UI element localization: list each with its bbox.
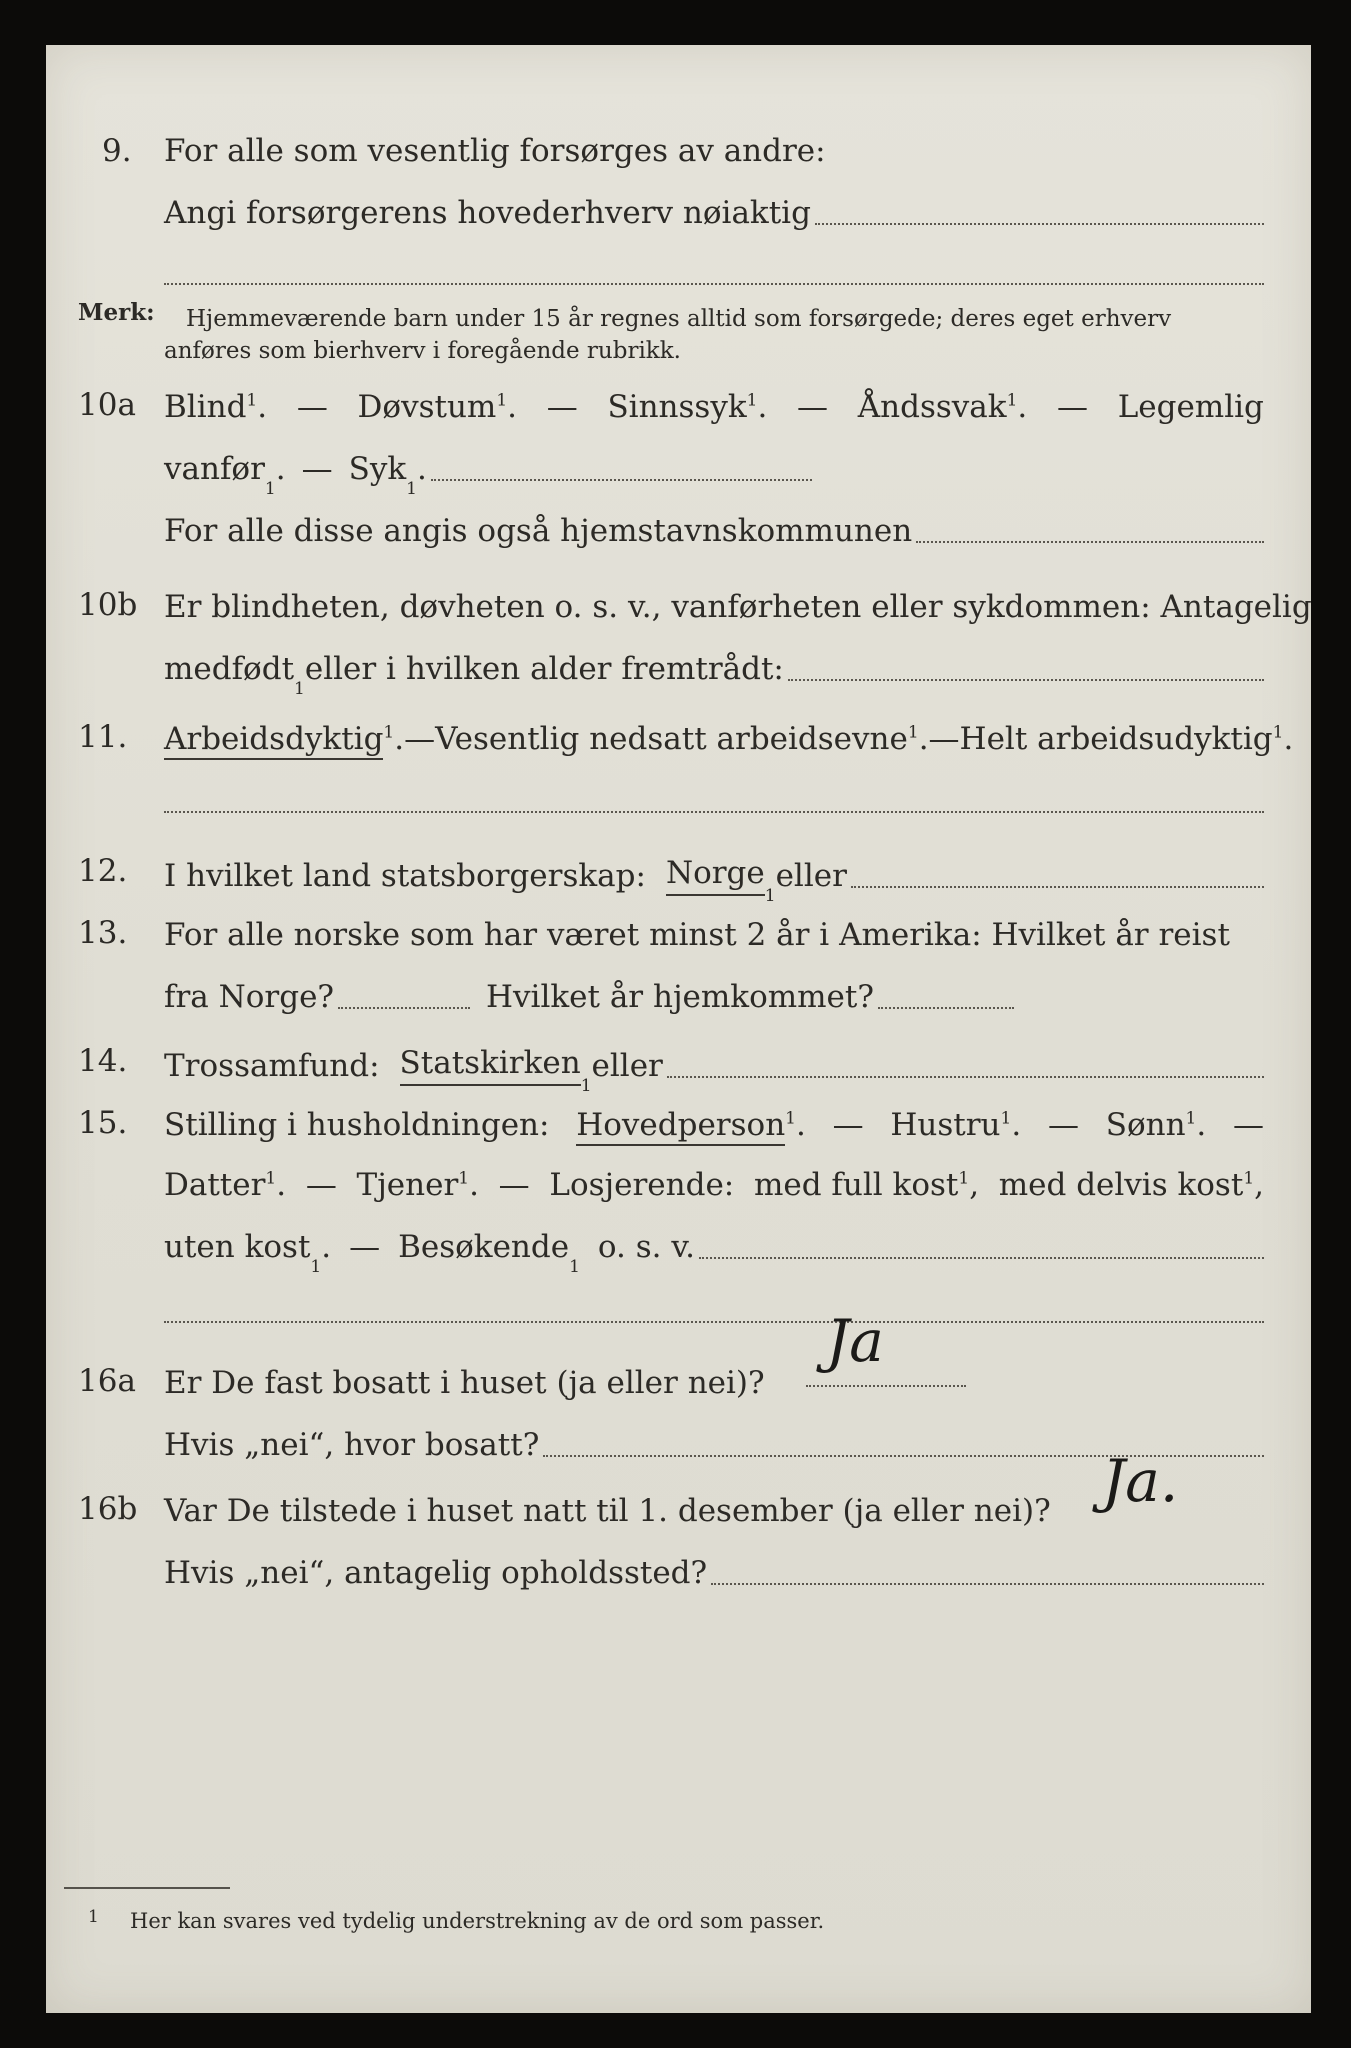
footnote-ref: 1 <box>1006 390 1018 411</box>
merk-line2: anføres som bierhverv i foregående rubrikk. <box>164 338 681 364</box>
footnote-ref: 1 <box>458 1168 470 1189</box>
option-uten-kost: uten kost <box>164 1229 311 1265</box>
option-hovedperson: Hovedperson <box>576 1107 785 1146</box>
q15-number: 15. <box>78 1105 128 1141</box>
footnote-ref: 1 <box>907 722 919 743</box>
q16b-line2-text: Hvis „nei“, antagelig opholdssted? <box>164 1555 708 1591</box>
q10a-line2: vanfør 1 . — Syk 1 . <box>164 449 812 489</box>
option-losjerende: Losjerende: <box>549 1167 735 1203</box>
q10b-answer-line[interactable] <box>788 677 1264 681</box>
q10b-line2-text: eller i hvilken alder fremtrådt: <box>304 651 784 687</box>
dash: — <box>349 1229 381 1265</box>
q15-osv: o. s. v. <box>597 1229 696 1265</box>
option-statskirken: Statskirken <box>400 1043 581 1086</box>
q15-line2: Datter$^1$. — Tjener$^1$. — Losjerende: med full kost$^1$, med delvis kost$^1$, <box>164 1167 1264 1203</box>
q15-answer-line-2[interactable] <box>164 1321 1264 1323</box>
q15-answer-line[interactable] <box>699 1255 1264 1259</box>
footnote-ref: 1 <box>1243 1168 1255 1189</box>
q9-line2-text: Angi forsørgerens hovederhverv nøiaktig <box>164 195 811 231</box>
dash: — <box>301 451 333 487</box>
dash: — <box>305 1167 337 1203</box>
dash: — <box>928 721 960 757</box>
dash: — <box>1047 1107 1079 1143</box>
q16b-number: 16b <box>78 1491 138 1527</box>
q14-answer-line[interactable] <box>667 1074 1264 1078</box>
option-blind: Blind <box>164 389 247 425</box>
footnote-ref: 1 <box>1185 1108 1197 1129</box>
option-arbeidsdyktig: Arbeidsdyktig <box>164 721 383 760</box>
dash: — <box>498 1167 530 1203</box>
q15-line1: Stilling i husholdningen: Hovedperson$^1$. — Hustru$^1$. — Sønn$^1$. — <box>164 1105 1264 1145</box>
option-dovstum: Døvstum <box>357 389 497 425</box>
footnote-mark: 1 <box>88 1907 99 1927</box>
dash: — <box>1232 1107 1264 1143</box>
q15-line3: uten kost 1 . — Besøkende 1 o. s. v. <box>164 1227 1264 1267</box>
q13-fra-text: fra Norge? <box>164 979 335 1015</box>
option-sonn: Sønn <box>1105 1107 1186 1143</box>
footnote-ref: 1 <box>958 1168 970 1189</box>
option-besokende: Besøkende <box>398 1229 570 1265</box>
q9-line1: For alle som vesentlig forsørges av andre: <box>164 133 826 169</box>
q13-line1: For alle norske som har været minst 2 år i Amerika: Hvilket år reist <box>164 917 1230 953</box>
q14-number: 14. <box>78 1043 128 1079</box>
footnote-ref: 1 <box>496 390 508 411</box>
q14-eller: eller <box>591 1048 663 1084</box>
q14-line1: Trossamfund: Statskirken 1 eller <box>164 1043 1264 1086</box>
q9-answer-line-2[interactable] <box>164 283 1264 285</box>
q10b-number: 10b <box>78 587 138 623</box>
q12-answer-line[interactable] <box>851 884 1264 888</box>
q12-number: 12. <box>78 853 128 889</box>
dash: — <box>797 389 829 425</box>
q10a-number: 10a <box>78 387 136 423</box>
q11-line1: Arbeidsdyktig$^1$. — Vesentlig nedsatt arbeidsevne$^1$. — Helt arbeidsudyktig$^1$. <box>164 719 1264 759</box>
q16a-number: 16a <box>78 1363 136 1399</box>
option-sinnssyk: Sinnssyk <box>607 389 747 425</box>
dash: — <box>546 389 578 425</box>
q10a-line3 <box>164 511 1264 551</box>
option-vanfor: vanfør <box>164 451 265 487</box>
q16b-answer-line[interactable] <box>711 1581 1264 1585</box>
q11-number: 11. <box>78 719 128 755</box>
q13-hjem-answer-line[interactable] <box>878 1005 1014 1009</box>
q9-answer-line[interactable] <box>815 221 1264 225</box>
q14-text: Trossamfund: <box>164 1048 380 1084</box>
q13-number: 13. <box>78 915 128 951</box>
q16b-line1: Var De tilstede i huset natt til 1. desember (ja eller nei)? <box>164 1493 1051 1529</box>
dash: — <box>404 721 436 757</box>
option-norge: Norge <box>666 853 765 896</box>
q13-reist-answer-line[interactable] <box>338 1005 470 1009</box>
q15-text: Stilling i husholdningen: <box>164 1107 550 1143</box>
option-tjener: Tjener <box>356 1167 459 1203</box>
q9-number: 9. <box>102 133 132 169</box>
dash: — <box>1056 389 1088 425</box>
q10b-line2: medfødt 1 eller i hvilken alder fremtrådt: <box>164 649 1264 689</box>
option-medfodt: medfødt <box>164 651 295 687</box>
q12-eller: eller <box>775 858 847 894</box>
hjemstavn-answer-line[interactable] <box>916 539 1264 543</box>
option-hustru: Hustru <box>890 1107 1001 1143</box>
q13-fra <box>164 977 470 1017</box>
q16b-line2 <box>164 1553 1264 1593</box>
q10a-line1: Blind$^1$. — Døvstum$^1$. — Sinnssyk$^1$. — Åndssvak$^1$. — Legemlig <box>164 389 1264 425</box>
option-andssvak: Åndssvak <box>857 389 1007 425</box>
footnote-ref: 1 <box>785 1108 796 1129</box>
q16a-answer-line[interactable] <box>806 1385 966 1387</box>
q12-text: I hvilket land statsborgerskap: <box>164 858 646 894</box>
q9-line2 <box>164 193 1264 233</box>
footnote-ref: 1 <box>246 390 258 411</box>
merk-label: Merk: <box>78 299 155 326</box>
q10b-line1: Er blindheten, døvheten o. s. v., vanførheten eller sykdommen: Antagelig <box>164 589 1312 625</box>
q16a-line1: Er De fast bosatt i huset (ja eller nei)? <box>164 1365 765 1401</box>
footnote-rule <box>64 1887 230 1889</box>
q12-line1: I hvilket land statsborgerskap: Norge 1 eller <box>164 853 1264 896</box>
q10a-line3-text: For alle disse angis også hjemstavnskommunen <box>164 513 913 549</box>
q11-answer-line[interactable] <box>164 811 1264 813</box>
option-med-delvis-kost: med delvis kost <box>998 1167 1244 1203</box>
option-datter: Datter <box>164 1167 266 1203</box>
dash: — <box>832 1107 864 1143</box>
q10a-answer-line[interactable] <box>431 477 812 481</box>
option-nedsatt: Vesentlig nedsatt arbeidsevne <box>435 721 908 757</box>
option-syk: Syk <box>348 451 407 487</box>
q16b-handwritten-answer: Ja. <box>1102 1447 1179 1515</box>
dash: — <box>296 389 328 425</box>
q13-hjem-text: Hvilket år hjemkommet? <box>486 979 874 1015</box>
option-legemlig: Legemlig <box>1117 389 1264 425</box>
option-med-full-kost: med full kost <box>753 1167 959 1203</box>
form-sheet <box>46 45 1311 2013</box>
option-udyktig: Helt arbeidsudyktig <box>959 721 1273 757</box>
footnote-ref: 1 <box>383 722 395 743</box>
footnote-ref: 1 <box>746 390 758 411</box>
footnote-ref: 1 <box>1000 1108 1012 1129</box>
q16a-line2 <box>164 1425 1264 1465</box>
footnote-ref: 1 <box>1272 722 1284 743</box>
footnote-text: Her kan svares ved tydelig understrekning av de ord som passer. <box>130 1909 825 1933</box>
q16a-handwritten-answer: Ja <box>826 1307 884 1375</box>
footnote-ref: 1 <box>265 1168 277 1189</box>
merk-line1: Hjemmeværende barn under 15 år regnes alltid som forsørgede; deres eget erhverv <box>186 306 1172 332</box>
q16a-line2-text: Hvis „nei“, hvor bosatt? <box>164 1427 540 1463</box>
q13-hjem <box>486 977 1014 1017</box>
